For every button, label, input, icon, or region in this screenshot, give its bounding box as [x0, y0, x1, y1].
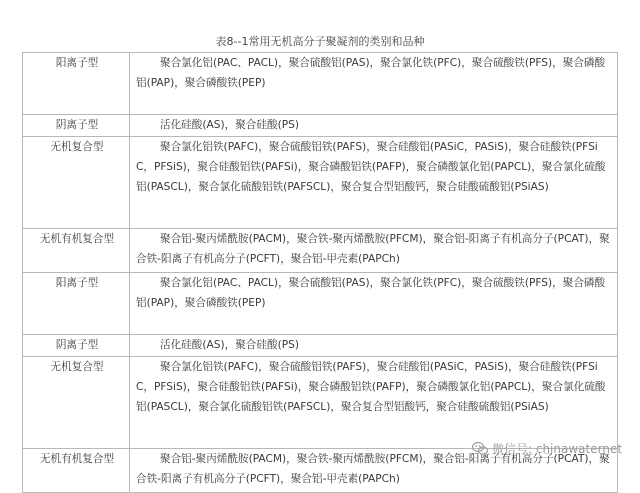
category-cell: 阴离子型 — [23, 335, 130, 357]
wechat-icon — [472, 442, 488, 455]
category-cell: 无机有机复合型 — [23, 229, 130, 273]
table-row — [23, 229, 618, 273]
category-cell: 阳离子型 — [23, 53, 130, 115]
table-row — [23, 335, 618, 357]
category-cell: 无机复合型 — [23, 137, 130, 229]
category-cell: 无机复合型 — [23, 357, 130, 449]
watermark-label: 微信号: chinawaternet — [492, 442, 623, 456]
varieties-cell: 聚合氯化铝(PAC、PACL)，聚合硫酸铝(PAS)，聚合氯化铁(PFC)，聚合硫酸铁(PFS)，聚合磷酸铝(PAP)，聚合磷酸铁(PEP) — [130, 53, 618, 115]
category-cell: 阳离子型 — [23, 273, 130, 335]
varieties-cell: 聚合氯化铝铁(PAFC)，聚合硫酸铝铁(PAFS)，聚合硅酸铝(PASiC，PASiS)，聚合硅酸铁(PFSiC，PFSiS)，聚合硅酸铝铁(PAFSi)，聚合磷酸铝铁(PAFP)，聚合磷酸氯化铝(PAPCL)，聚合氯化硫酸铝(PASCL)，聚合氯化硫酸铝铁(PAFSCL)，聚合复合型铝酸钙，聚合硅酸硫酸铝(PSiAS) — [130, 357, 618, 449]
varieties-cell: 聚合氯化铝铁(PAFC)，聚合硫酸铝铁(PAFS)，聚合硅酸铝(PASiC，PASiS)，聚合硅酸铁(PFSiC，PFSiS)，聚合硅酸铝铁(PAFSi)，聚合磷酸铝铁(PAFP)，聚合磷酸氯化铝(PAPCL)，聚合氯化硫酸铝(PASCL)，聚合氯化硫酸铝铁(PAFSCL)，聚合复合型铝酸钙，聚合硅酸硫酸铝(PSiAS) — [130, 137, 618, 229]
table-caption: 表8--1常用无机高分子聚凝剂的类别和品种 — [215, 35, 425, 48]
table-row — [23, 357, 618, 449]
varieties-cell: 聚合氯化铝(PAC、PACL)，聚合硫酸铝(PAS)，聚合氯化铁(PFC)，聚合硫酸铁(PFS)，聚合磷酸铝(PAP)，聚合磷酸铁(PEP) — [130, 273, 618, 335]
table-row — [23, 137, 618, 229]
flocculant-table — [22, 52, 618, 493]
varieties-cell: 活化硅酸(AS)，聚合硅酸(PS) — [130, 115, 618, 137]
watermark — [472, 440, 622, 457]
table-row — [23, 53, 618, 115]
category-cell: 阴离子型 — [23, 115, 130, 137]
varieties-cell: 聚合铝-聚丙烯酰胺(PACM)，聚合铁-聚丙烯酰胺(PFCM)，聚合铝-阳离子有机高分子(PCAT)，聚合铁-阳离子有机高分子(PCFT)，聚合铝-甲壳素(PAPCh) — [130, 229, 618, 273]
table-row — [23, 115, 618, 137]
category-cell: 无机有机复合型 — [23, 449, 130, 493]
varieties-cell: 聚合铝-聚丙烯酰胺(PACM)，聚合铁-聚丙烯酰胺(PFCM)，聚合铝-阳离子有机高分子(PCAT)，聚合铁-阳离子有机高分子(PCFT)，聚合铝-甲壳素(PAPCh) — [130, 449, 618, 493]
varieties-cell: 活化硅酸(AS)，聚合硅酸(PS) — [130, 335, 618, 357]
document-page — [22, 34, 618, 493]
table-row — [23, 273, 618, 335]
